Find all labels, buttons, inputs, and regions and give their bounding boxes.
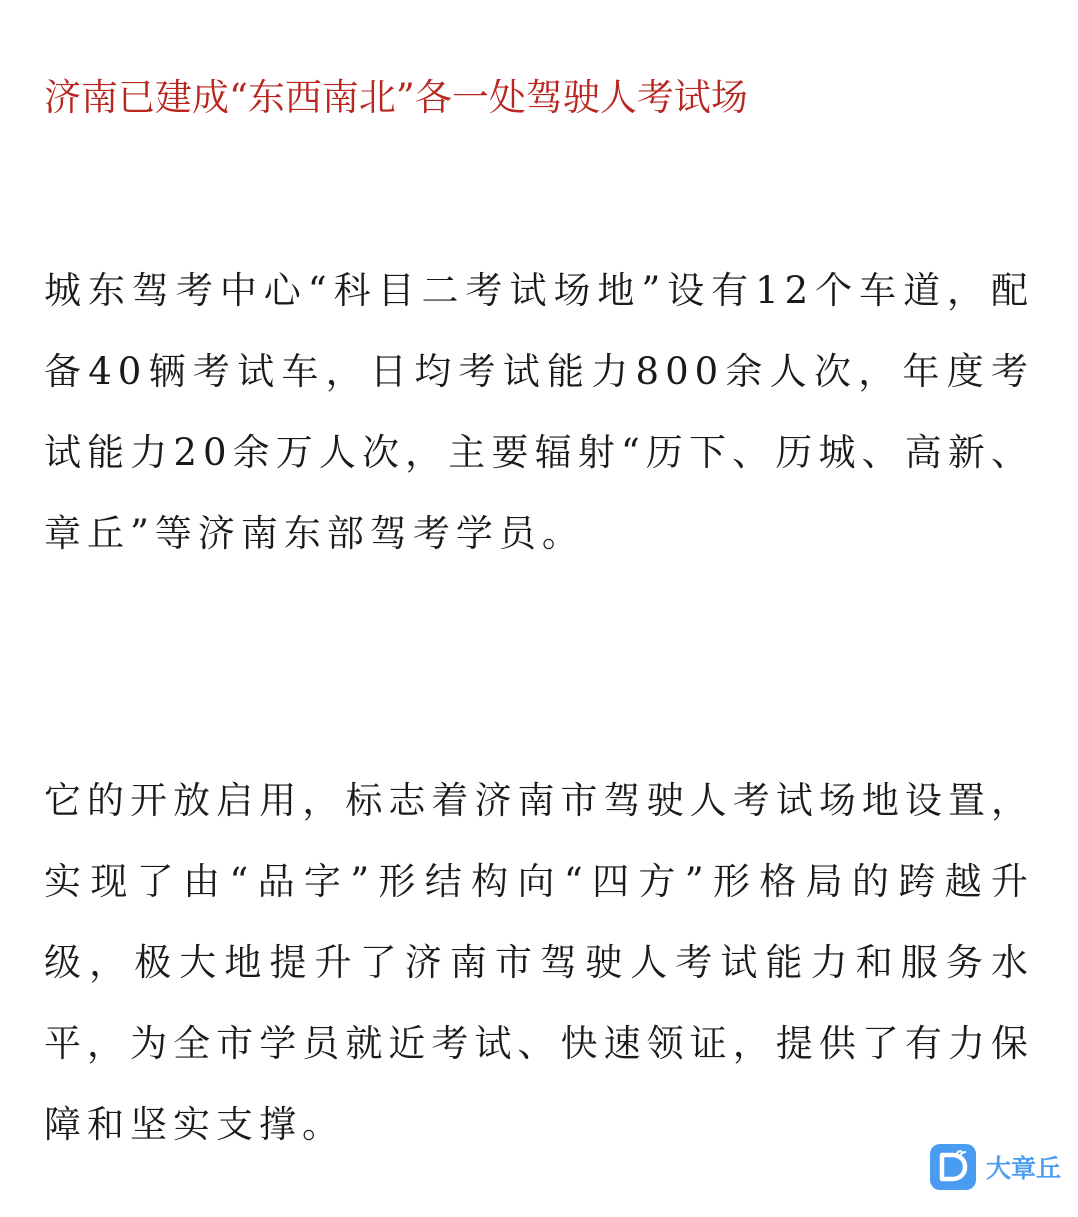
watermark-text: 大章丘 <box>986 1154 1062 1183</box>
paragraph-1: 城东驾考中心“科目二考试场地”设有12个车道，配备40辆考试车，日均考试能力800余人次，年度考试能力20余万人次，主要辐射“历下、历城、高新、章丘”等济南东部驾考学员。 <box>44 269 1034 555</box>
watermark <box>930 1142 1061 1192</box>
headline: 济南已建成“东西南北”各一处驾驶人考试场 <box>44 76 748 119</box>
paragraph-2: 它的开放启用，标志着济南市驾驶人考试场地设置，实现了由“品字”形结构向“四方”形格局的跨越升级，极大地提升了济南市驾驶人考试能力和服务水平，为全市学员就近考试、快速领证，提供了有力保障和坚实支撑。 <box>44 779 1034 1146</box>
dazhangqiu-logo-icon <box>930 1144 976 1190</box>
